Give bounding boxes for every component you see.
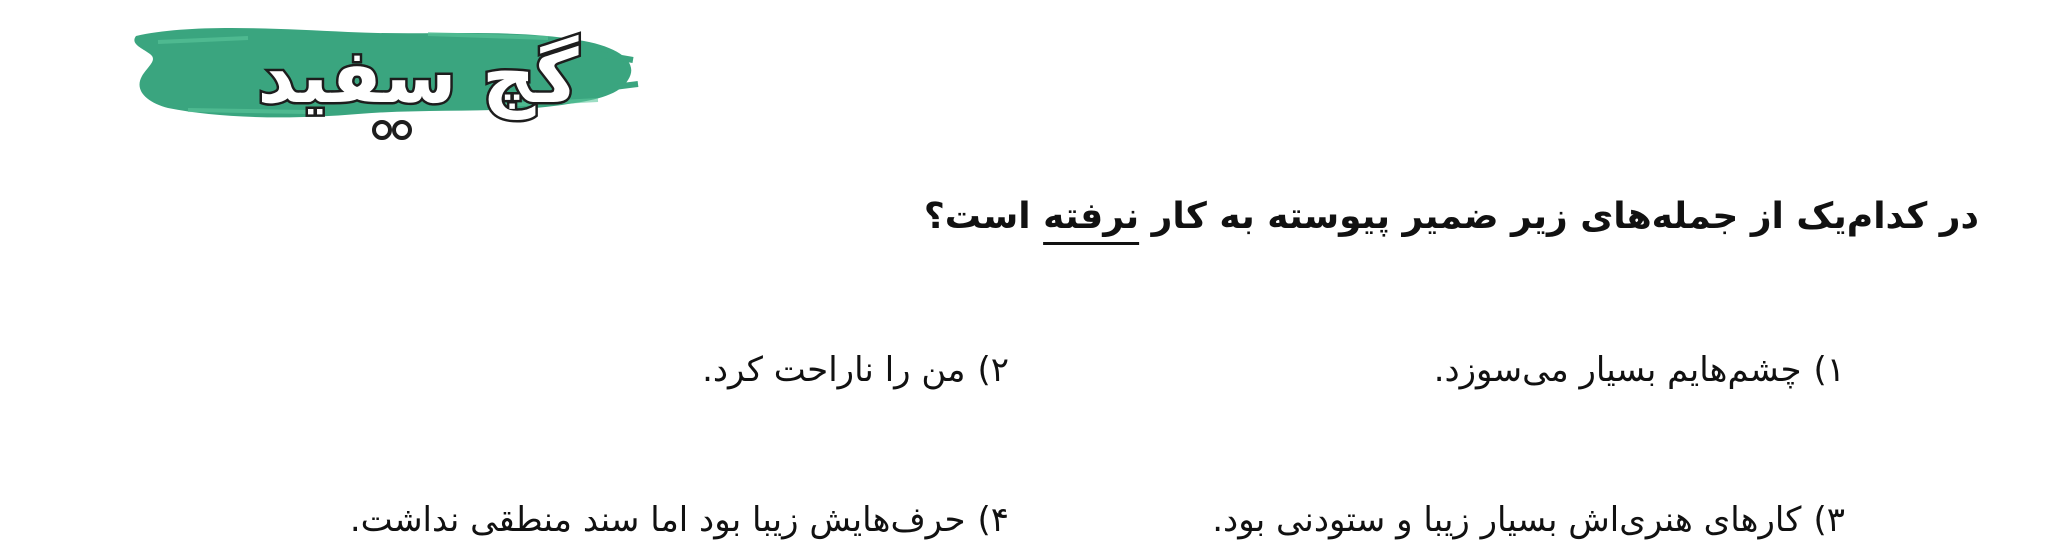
option-2[interactable] [702, 350, 1009, 390]
option-number: ۳) [1813, 500, 1845, 540]
option-text: کارهای هنری‌اش بسیار زیبا و ستودنی بود. [1212, 500, 1802, 540]
question-after: است؟ [923, 196, 1044, 237]
option-text: چشم‌هایم بسیار می‌سوزد. [1433, 350, 1802, 390]
logo-graphic [128, 14, 648, 144]
question-underlined-word: نرفته [1043, 196, 1140, 237]
option-1[interactable] [1434, 350, 1845, 390]
option-number: ۱) [1813, 350, 1845, 390]
option-number: ۴) [977, 500, 1009, 540]
option-3[interactable] [1212, 500, 1845, 540]
option-number: ۲) [977, 350, 1009, 390]
option-text: من را ناراحت کرد. [702, 350, 966, 390]
brand-logo [128, 14, 648, 144]
svg-text:گچ سفید: گچ سفید [257, 34, 579, 120]
option-4[interactable] [350, 500, 1009, 540]
question-text [924, 196, 1979, 237]
question-before: در کدام‌یک از جمله‌های زیر ضمیر پیوسته به کار [1139, 196, 1979, 237]
option-text: حرف‌هایش زیبا بود اما سند منطقی نداشت. [349, 500, 966, 540]
